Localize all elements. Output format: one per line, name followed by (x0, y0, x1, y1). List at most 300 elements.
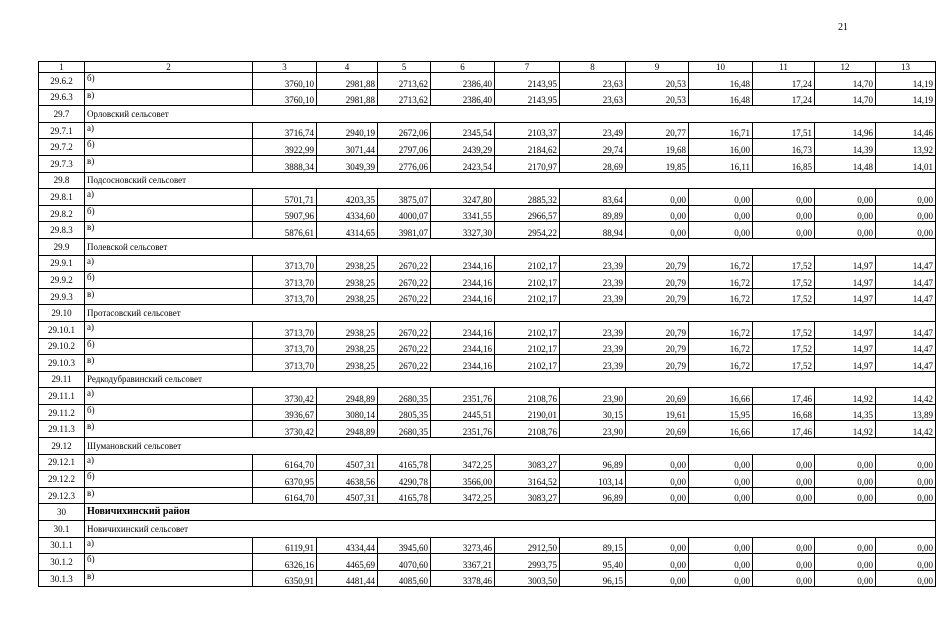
row-code-cell: 29.12.2 (39, 471, 85, 488)
table-row (39, 487, 936, 504)
value-cell: 14,97 (815, 338, 876, 355)
value-cell: 16,72 (689, 272, 753, 289)
value-cell: 3945,60 (378, 537, 431, 554)
value-cell: 2344,16 (431, 255, 495, 272)
value-cell: 2670,22 (378, 355, 431, 372)
value-cell: 96,89 (560, 454, 626, 471)
value-cell: 3730,42 (253, 388, 317, 405)
value-cell: 14,47 (876, 288, 936, 305)
value-cell: 2938,25 (317, 338, 378, 355)
row-variant-cell: а) (85, 454, 253, 471)
value-cell: 88,94 (560, 222, 626, 239)
value-cell: 0,00 (753, 205, 815, 222)
value-cell: 14,39 (815, 139, 876, 156)
row-variant-cell: в) (85, 487, 253, 504)
value-cell: 0,00 (689, 554, 753, 571)
row-code-cell: 30.1.1 (39, 537, 85, 554)
value-cell: 6326,16 (253, 554, 317, 571)
value-cell: 2344,16 (431, 288, 495, 305)
row-code-cell: 29.11.2 (39, 404, 85, 421)
column-number-cell: 2 (85, 62, 253, 73)
column-number-cell: 9 (626, 62, 689, 73)
value-cell: 3341,55 (431, 205, 495, 222)
row-code-cell: 30.1.3 (39, 570, 85, 587)
row-code-cell: 29.6.3 (39, 89, 85, 106)
value-cell: 14,42 (876, 388, 936, 405)
value-cell: 14,35 (815, 404, 876, 421)
value-cell: 4000,07 (378, 205, 431, 222)
column-number-cell: 3 (253, 62, 317, 73)
row-variant-cell: в) (85, 155, 253, 172)
row-code-cell: 29.12 (39, 438, 85, 455)
value-cell: 0,00 (815, 554, 876, 571)
row-variant-cell: в) (85, 89, 253, 106)
value-cell: 19,61 (626, 404, 689, 421)
value-cell: 0,00 (815, 454, 876, 471)
value-cell: 2190,01 (495, 404, 560, 421)
value-cell: 20,79 (626, 288, 689, 305)
value-cell: 0,00 (815, 189, 876, 206)
value-cell: 83,64 (560, 189, 626, 206)
value-cell: 14,92 (815, 388, 876, 405)
column-number-cell: 11 (753, 62, 815, 73)
value-cell: 16,66 (689, 388, 753, 405)
value-cell: 16,66 (689, 421, 753, 438)
row-code-cell: 29.6.2 (39, 73, 85, 90)
value-cell: 2954,22 (495, 222, 560, 239)
value-cell: 96,15 (560, 570, 626, 587)
value-cell: 2948,89 (317, 421, 378, 438)
value-cell: 14,97 (815, 355, 876, 372)
value-cell: 14,46 (876, 122, 936, 139)
table-row (39, 155, 936, 172)
value-cell: 20,79 (626, 255, 689, 272)
value-cell: 0,00 (815, 471, 876, 488)
page-number: 21 (838, 22, 848, 33)
value-cell: 3713,70 (253, 355, 317, 372)
row-code-cell: 29.9.2 (39, 272, 85, 289)
value-cell: 2938,25 (317, 288, 378, 305)
value-cell: 16,71 (689, 122, 753, 139)
value-cell: 2344,16 (431, 355, 495, 372)
value-cell: 4638,56 (317, 471, 378, 488)
table-row (39, 338, 936, 355)
value-cell: 4165,78 (378, 454, 431, 471)
column-number-cell: 4 (317, 62, 378, 73)
value-cell: 103,14 (560, 471, 626, 488)
value-cell: 2912,50 (495, 537, 560, 554)
value-cell: 23,39 (560, 355, 626, 372)
value-cell: 3716,74 (253, 122, 317, 139)
row-code-cell: 29.7.1 (39, 122, 85, 139)
row-code-cell: 29.10 (39, 305, 85, 322)
table-row (39, 404, 936, 421)
value-cell: 13,92 (876, 139, 936, 156)
value-cell: 23,39 (560, 272, 626, 289)
value-cell: 0,00 (689, 222, 753, 239)
row-code-cell: 29.10.1 (39, 321, 85, 338)
value-cell: 23,39 (560, 288, 626, 305)
value-cell: 0,00 (626, 570, 689, 587)
value-cell: 20,79 (626, 272, 689, 289)
value-cell: 2805,35 (378, 404, 431, 421)
value-cell: 0,00 (753, 222, 815, 239)
column-number-cell: 8 (560, 62, 626, 73)
value-cell: 20,69 (626, 421, 689, 438)
value-cell: 17,52 (753, 272, 815, 289)
row-variant-cell: в) (85, 355, 253, 372)
value-cell: 2170,97 (495, 155, 560, 172)
value-cell: 3164,52 (495, 471, 560, 488)
value-cell: 16,72 (689, 355, 753, 372)
value-cell: 14,97 (815, 255, 876, 272)
value-cell: 19,68 (626, 139, 689, 156)
value-cell: 2445,51 (431, 404, 495, 421)
value-cell: 4465,69 (317, 554, 378, 571)
value-cell: 89,15 (560, 537, 626, 554)
section-header-row (39, 305, 936, 322)
value-cell: 17,52 (753, 338, 815, 355)
value-cell: 20,77 (626, 122, 689, 139)
table-row (39, 73, 936, 90)
value-cell: 0,00 (689, 189, 753, 206)
value-cell: 2102,17 (495, 272, 560, 289)
section-title: Редкодубравинский сельсовет (85, 371, 936, 388)
column-number-cell: 12 (815, 62, 876, 73)
value-cell: 2776,06 (378, 155, 431, 172)
tariff-table (38, 61, 936, 587)
value-cell: 5876,61 (253, 222, 317, 239)
value-cell: 0,00 (626, 537, 689, 554)
value-cell: 2423,54 (431, 155, 495, 172)
value-cell: 2344,16 (431, 338, 495, 355)
row-variant-cell: в) (85, 222, 253, 239)
value-cell: 2670,22 (378, 272, 431, 289)
value-cell: 6119,91 (253, 537, 317, 554)
value-cell: 2102,17 (495, 255, 560, 272)
value-cell: 17,52 (753, 255, 815, 272)
value-cell: 3378,46 (431, 570, 495, 587)
value-cell: 17,52 (753, 355, 815, 372)
column-number-cell: 1 (39, 62, 85, 73)
row-variant-cell: в) (85, 570, 253, 587)
value-cell: 3049,39 (317, 155, 378, 172)
value-cell: 3713,70 (253, 272, 317, 289)
row-code-cell: 30 (39, 504, 85, 521)
district-header-row (39, 504, 936, 521)
value-cell: 14,47 (876, 338, 936, 355)
value-cell: 16,73 (753, 139, 815, 156)
row-variant-cell: б) (85, 272, 253, 289)
table-row (39, 554, 936, 571)
value-cell: 20,53 (626, 73, 689, 90)
value-cell: 4314,65 (317, 222, 378, 239)
row-variant-cell: в) (85, 288, 253, 305)
value-cell: 2108,76 (495, 421, 560, 438)
value-cell: 0,00 (689, 487, 753, 504)
row-variant-cell: б) (85, 139, 253, 156)
value-cell: 3083,27 (495, 454, 560, 471)
row-variant-cell: а) (85, 255, 253, 272)
row-code-cell: 29.10.2 (39, 338, 85, 355)
column-number-cell: 13 (876, 62, 936, 73)
value-cell: 2713,62 (378, 73, 431, 90)
value-cell: 2966,57 (495, 205, 560, 222)
value-cell: 3922,99 (253, 139, 317, 156)
value-cell: 3247,80 (431, 189, 495, 206)
value-cell: 4507,31 (317, 454, 378, 471)
value-cell: 3713,70 (253, 288, 317, 305)
row-variant-cell: б) (85, 205, 253, 222)
value-cell: 16,85 (753, 155, 815, 172)
value-cell: 14,19 (876, 89, 936, 106)
value-cell: 0,00 (753, 487, 815, 504)
value-cell: 3713,70 (253, 338, 317, 355)
value-cell: 2938,25 (317, 255, 378, 272)
value-cell: 0,00 (626, 189, 689, 206)
table-row (39, 454, 936, 471)
value-cell: 2344,16 (431, 272, 495, 289)
table-row (39, 570, 936, 587)
value-cell: 4481,44 (317, 570, 378, 587)
value-cell: 14,97 (815, 288, 876, 305)
value-cell: 6164,70 (253, 454, 317, 471)
value-cell: 2940,19 (317, 122, 378, 139)
value-cell: 23,63 (560, 73, 626, 90)
value-cell: 4334,60 (317, 205, 378, 222)
value-cell: 2351,76 (431, 421, 495, 438)
value-cell: 23,90 (560, 421, 626, 438)
table-row (39, 321, 936, 338)
value-cell: 3273,46 (431, 537, 495, 554)
row-code-cell: 29.10.3 (39, 355, 85, 372)
section-header-row (39, 238, 936, 255)
value-cell: 0,00 (876, 222, 936, 239)
value-cell: 0,00 (626, 554, 689, 571)
value-cell: 20,79 (626, 321, 689, 338)
value-cell: 23,63 (560, 89, 626, 106)
value-cell: 2184,62 (495, 139, 560, 156)
district-title: Новичихинский район (85, 504, 936, 521)
value-cell: 30,15 (560, 404, 626, 421)
value-cell: 2102,17 (495, 355, 560, 372)
value-cell: 3713,70 (253, 255, 317, 272)
value-cell: 20,53 (626, 89, 689, 106)
value-cell: 0,00 (876, 471, 936, 488)
row-code-cell: 29.7.2 (39, 139, 85, 156)
value-cell: 23,39 (560, 338, 626, 355)
value-cell: 95,40 (560, 554, 626, 571)
value-cell: 6164,70 (253, 487, 317, 504)
table-row (39, 139, 936, 156)
value-cell: 2938,25 (317, 321, 378, 338)
value-cell: 2102,17 (495, 288, 560, 305)
value-cell: 16,48 (689, 73, 753, 90)
value-cell: 17,24 (753, 89, 815, 106)
value-cell: 0,00 (689, 471, 753, 488)
value-cell: 2386,40 (431, 73, 495, 90)
value-cell: 0,00 (626, 487, 689, 504)
value-cell: 28,69 (560, 155, 626, 172)
value-cell: 2938,25 (317, 355, 378, 372)
value-cell: 0,00 (753, 554, 815, 571)
value-cell: 3003,50 (495, 570, 560, 587)
value-cell: 17,51 (753, 122, 815, 139)
value-cell: 3083,27 (495, 487, 560, 504)
value-cell: 14,47 (876, 355, 936, 372)
value-cell: 0,00 (626, 471, 689, 488)
row-code-cell: 29.8 (39, 172, 85, 189)
value-cell: 14,97 (815, 321, 876, 338)
value-cell: 2670,22 (378, 288, 431, 305)
value-cell: 2102,17 (495, 338, 560, 355)
value-cell: 14,70 (815, 73, 876, 90)
value-cell: 2102,17 (495, 321, 560, 338)
value-cell: 96,89 (560, 487, 626, 504)
value-cell: 14,92 (815, 421, 876, 438)
value-cell: 2143,95 (495, 73, 560, 90)
value-cell: 17,46 (753, 388, 815, 405)
value-cell: 0,00 (689, 454, 753, 471)
value-cell: 3760,10 (253, 73, 317, 90)
value-cell: 5907,96 (253, 205, 317, 222)
value-cell: 2981,88 (317, 73, 378, 90)
value-cell: 2680,35 (378, 421, 431, 438)
table-row (39, 272, 936, 289)
value-cell: 23,39 (560, 321, 626, 338)
section-header-row (39, 172, 936, 189)
value-cell: 17,24 (753, 73, 815, 90)
row-variant-cell: а) (85, 537, 253, 554)
row-code-cell: 29.7 (39, 106, 85, 123)
row-code-cell: 30.1 (39, 521, 85, 538)
value-cell: 0,00 (876, 454, 936, 471)
row-code-cell: 29.9 (39, 238, 85, 255)
value-cell: 4165,78 (378, 487, 431, 504)
value-cell: 0,00 (815, 222, 876, 239)
value-cell: 16,72 (689, 255, 753, 272)
value-cell: 0,00 (689, 537, 753, 554)
value-cell: 0,00 (753, 537, 815, 554)
value-cell: 0,00 (815, 205, 876, 222)
value-cell: 15,95 (689, 404, 753, 421)
value-cell: 0,00 (815, 570, 876, 587)
value-cell: 14,47 (876, 255, 936, 272)
value-cell: 6370,95 (253, 471, 317, 488)
value-cell: 3472,25 (431, 487, 495, 504)
value-cell: 2938,25 (317, 272, 378, 289)
value-cell: 6350,91 (253, 570, 317, 587)
section-header-row (39, 438, 936, 455)
value-cell: 0,00 (753, 454, 815, 471)
row-code-cell: 29.8.1 (39, 189, 85, 206)
value-cell: 0,00 (815, 537, 876, 554)
row-variant-cell: б) (85, 471, 253, 488)
value-cell: 2351,76 (431, 388, 495, 405)
value-cell: 3080,14 (317, 404, 378, 421)
value-cell: 2108,76 (495, 388, 560, 405)
value-cell: 0,00 (876, 554, 936, 571)
value-cell: 23,90 (560, 388, 626, 405)
value-cell: 0,00 (876, 487, 936, 504)
row-variant-cell: б) (85, 338, 253, 355)
value-cell: 17,46 (753, 421, 815, 438)
value-cell: 19,85 (626, 155, 689, 172)
table-row (39, 421, 936, 438)
value-cell: 0,00 (626, 222, 689, 239)
row-code-cell: 29.12.1 (39, 454, 85, 471)
value-cell: 16,72 (689, 288, 753, 305)
value-cell: 3760,10 (253, 89, 317, 106)
value-cell: 2439,29 (431, 139, 495, 156)
row-variant-cell: б) (85, 554, 253, 571)
value-cell: 2713,62 (378, 89, 431, 106)
value-cell: 20,69 (626, 388, 689, 405)
value-cell: 2680,35 (378, 388, 431, 405)
section-header-row (39, 521, 936, 538)
table-row (39, 255, 936, 272)
row-variant-cell: а) (85, 388, 253, 405)
column-number-cell: 10 (689, 62, 753, 73)
value-cell: 16,11 (689, 155, 753, 172)
value-cell: 0,00 (753, 471, 815, 488)
value-cell: 14,97 (815, 272, 876, 289)
value-cell: 3888,34 (253, 155, 317, 172)
value-cell: 0,00 (626, 205, 689, 222)
value-cell: 2948,89 (317, 388, 378, 405)
value-cell: 3566,00 (431, 471, 495, 488)
row-code-cell: 29.9.1 (39, 255, 85, 272)
value-cell: 16,72 (689, 338, 753, 355)
value-cell: 29,74 (560, 139, 626, 156)
section-title: Полевской сельсовет (85, 238, 936, 255)
column-number-cell: 6 (431, 62, 495, 73)
value-cell: 0,00 (753, 570, 815, 587)
table-row (39, 222, 936, 239)
row-code-cell: 29.8.3 (39, 222, 85, 239)
value-cell: 89,89 (560, 205, 626, 222)
value-cell: 2672,06 (378, 122, 431, 139)
row-variant-cell: а) (85, 321, 253, 338)
value-cell: 4085,60 (378, 570, 431, 587)
value-cell: 17,52 (753, 321, 815, 338)
value-cell: 2670,22 (378, 321, 431, 338)
value-cell: 0,00 (689, 570, 753, 587)
value-cell: 0,00 (815, 487, 876, 504)
value-cell: 2981,88 (317, 89, 378, 106)
row-code-cell: 29.7.3 (39, 155, 85, 172)
value-cell: 3713,70 (253, 321, 317, 338)
row-variant-cell: в) (85, 421, 253, 438)
value-cell: 2344,16 (431, 321, 495, 338)
value-cell: 3472,25 (431, 454, 495, 471)
value-cell: 3327,30 (431, 222, 495, 239)
section-title: Протасовский сельсовет (85, 305, 936, 322)
value-cell: 14,70 (815, 89, 876, 106)
value-cell: 23,49 (560, 122, 626, 139)
row-code-cell: 29.8.2 (39, 205, 85, 222)
table-row (39, 122, 936, 139)
value-cell: 4290,78 (378, 471, 431, 488)
section-title: Подсосновский сельсовет (85, 172, 936, 189)
table-row (39, 288, 936, 305)
value-cell: 14,96 (815, 122, 876, 139)
column-number-cell: 7 (495, 62, 560, 73)
value-cell: 3981,07 (378, 222, 431, 239)
value-cell: 13,89 (876, 404, 936, 421)
section-title: Шумановский сельсовет (85, 438, 936, 455)
value-cell: 2670,22 (378, 255, 431, 272)
